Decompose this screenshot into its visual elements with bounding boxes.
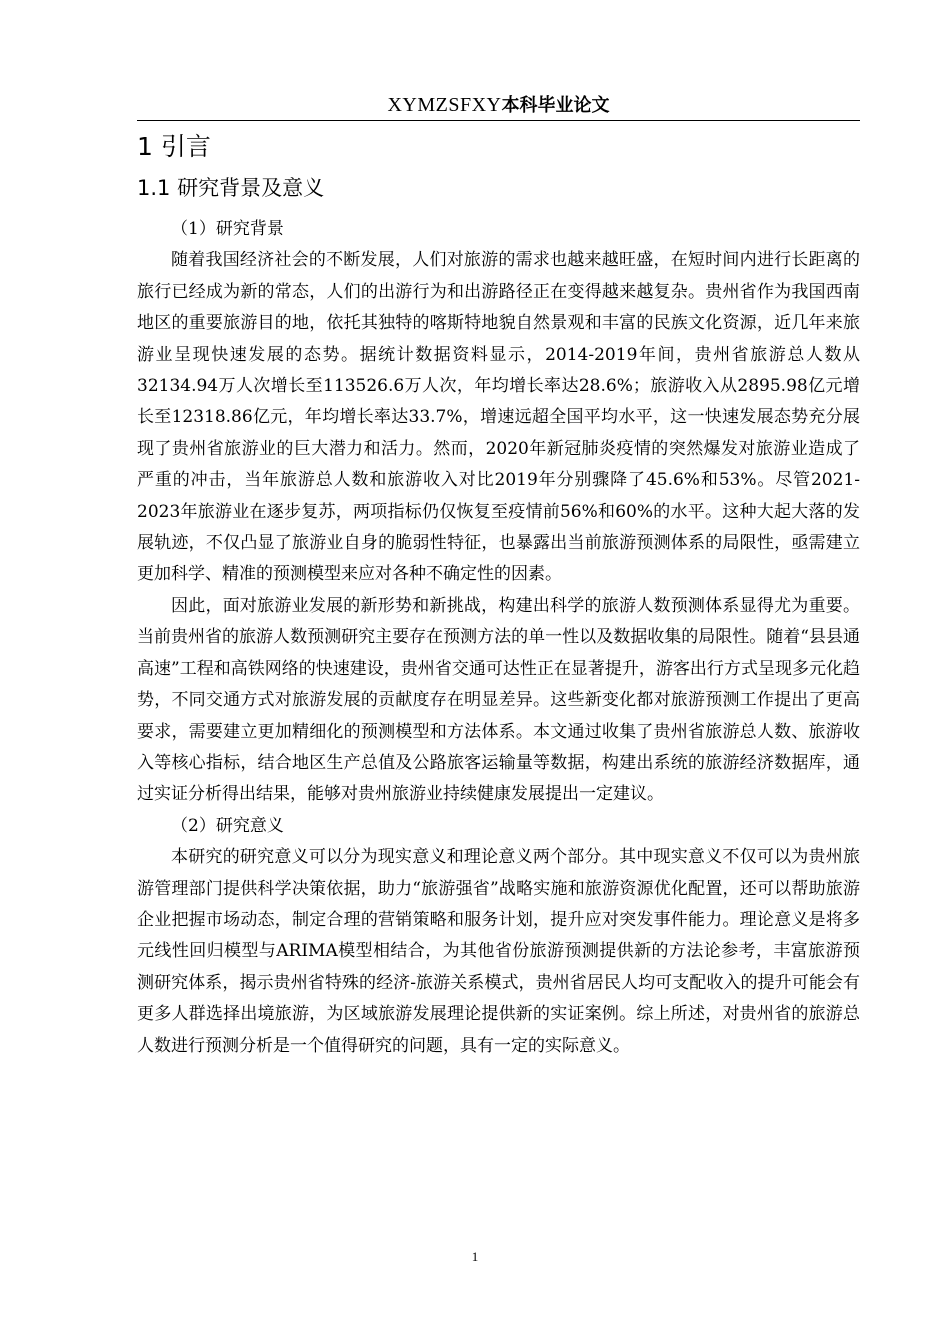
header-thesis-type: 本科毕业论文 [501,95,610,116]
paragraph-background-2: 因此，面对旅游业发展的新形势和新挑战，构建出科学的旅游人数预测体系显得尤为重要。当前贵州省的旅游人数预测研究主要存在预测方法的单一性以及数据收集的局限性。随着“县县通高速”工程和高铁网络的快速建设，贵州省交通可达性正在显著提升，游客出行方式呈现多元化趋势，不同交通方式对旅游发展的贡献度存在明显差异。这些新变化都对旅游预测工作提出了更高要求，需要建立更加精细化的预测模型和方法体系。本文通过收集了贵州省旅游总人数、旅游收入等核心指标，结合地区生产总值及公路旅客运输量等数据，构建出系统的旅游经济数据库，通过实证分析得出结果，能够对贵州旅游业持续健康发展提出一定建议。 [137,595,860,805]
chapter-heading: 1 引言 [137,132,211,161]
subsection-label-significance: （2）研究意义 [171,815,284,836]
body-text [137,214,860,1062]
header-rule [137,120,860,121]
section-heading: 1.1 研究背景及意义 [137,176,325,200]
page-number: 1 [471,1249,479,1264]
paragraph-background-1: 随着我国经济社会的不断发展，人们对旅游的需求也越来越旺盛，在短时间内进行长距离的旅行已经成为新的常态，人们的出游行为和出游路径正在变得越来越复杂。贵州省作为我国西南地区的重要旅游目的地，依托其独特的喀斯特地貌自然景观和丰富的民族文化资源，近几年来旅游业呈现快速发展的态势。据统计数据资料显示，2014-2019年间，贵州省旅游总人数从32134.94万人次增长至113526.6万人次，年均增长率达28.6%；旅游收入从2895.98亿元增长至12318.86亿元，年均增长率达33.7%，增速远超全国平均水平，这一快速发展态势充分展现了贵州省旅游业的巨大潜力和活力。然而，2020年新冠肺炎疫情的突然爆发对旅游业造成了严重的冲击，当年旅游总人数和旅游收入对比2019年分别骤降了45.6%和53%。尽管2021-2023年旅游业在逐步复苏，两项指标仍仅恢复至疫情前56%和60%的水平。这种大起大落的发展轨迹，不仅凸显了旅游业自身的脆弱性特征，也暴露出当前旅游预测体系的局限性，亟需建立更加科学、精准的预测模型来应对各种不确定性的因素。 [137,250,860,585]
running-header [137,92,860,119]
paragraph-significance-1: 本研究的研究意义可以分为现实意义和理论意义两个部分。其中现实意义不仅可以为贵州旅游管理部门提供科学决策依据，助力“旅游强省”战略实施和旅游资源优化配置，还可以帮助旅游企业把握市场动态，制定合理的营销策略和服务计划，提升应对突发事件能力。理论意义是将多元线性回归模型与ARIMA模型相结合，为其他省份旅游预测提供新的方法论参考，丰富旅游预测研究体系，揭示贵州省特殊的经济-旅游关系模式，贵州省居民人均可支配收入的提升可能会有更多人群选择出境旅游，为区域旅游发展理论提供新的实证案例。综上所述，对贵州省的旅游总人数进行预测分析是一个值得研究的问题，具有一定的实际意义。 [137,847,860,1056]
subsection-label-background: （1）研究背景 [171,219,284,239]
header-school-code: XYMZSFXY [387,94,502,116]
